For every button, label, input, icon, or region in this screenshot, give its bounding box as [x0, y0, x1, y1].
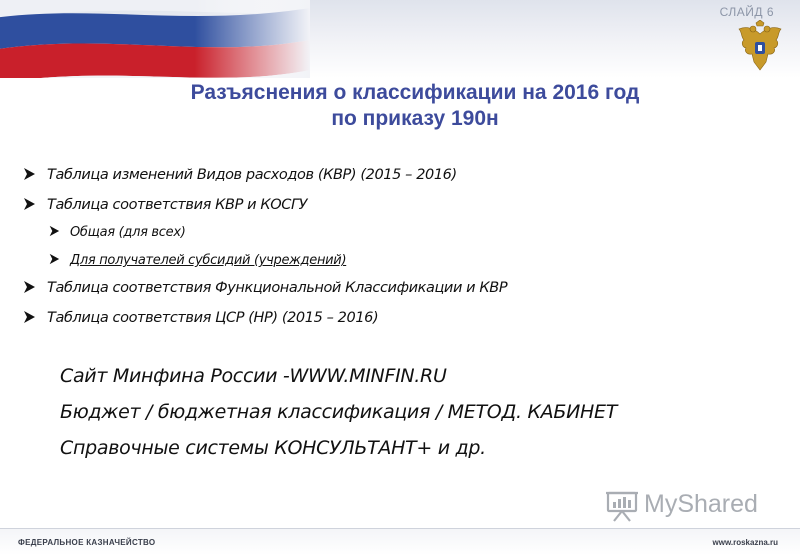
list-item-text: Таблица соответствия ЦСР (НР) (2015 – 2016) [47, 310, 379, 326]
list-item [48, 253, 346, 268]
russian-flag-icon [0, 0, 310, 78]
title-line-1: Разъяснения о классификации на 2016 год [190, 81, 640, 104]
reference-line-consultant: Справочные системы КОНСУЛЬТАНТ+ и др. [60, 437, 486, 459]
arrow-bullet-icon [48, 253, 60, 265]
watermark-brand: MyShared [644, 490, 758, 518]
footer [0, 528, 800, 555]
double-headed-eagle-emblem [734, 20, 786, 74]
footer-website[interactable]: www.roskazna.ru [712, 538, 778, 547]
presentation-board-icon [604, 488, 640, 524]
footer-organization: ФЕДЕРАЛЬНОЕ КАЗНАЧЕЙСТВО [18, 538, 156, 547]
reference-line-minfin: Сайт Минфина России -WWW.MINFIN.RU [60, 365, 447, 387]
reference-line-budget: Бюджет / бюджетная классификация / МЕТОД. КАБИНЕТ [60, 401, 617, 423]
arrow-bullet-icon [22, 310, 36, 324]
watermark [604, 486, 772, 526]
slide-number: СЛАЙД 6 [719, 5, 774, 19]
list-item [22, 197, 307, 213]
list-item-text: Таблица изменений Видов расходов (КВР) (2015 – 2016) [47, 167, 457, 183]
list-item-text: Таблица соответствия Функциональной Классификации и КВР [47, 280, 508, 296]
list-item [22, 280, 507, 296]
list-item [48, 225, 186, 240]
arrow-bullet-icon [48, 225, 60, 237]
list-item-text: Для получателей субсидий (учреждений) [70, 253, 347, 268]
header-banner [0, 0, 800, 78]
list-item-text: Таблица соответствия КВР и КОСГУ [47, 197, 308, 213]
arrow-bullet-icon [22, 197, 36, 211]
arrow-bullet-icon [22, 280, 36, 294]
list-item [22, 310, 378, 326]
list-item-text: Общая (для всех) [70, 225, 186, 240]
slide-title [60, 80, 770, 132]
arrow-bullet-icon [22, 167, 36, 181]
title-line-2: по приказу 190н [331, 107, 499, 130]
list-item [22, 167, 457, 183]
